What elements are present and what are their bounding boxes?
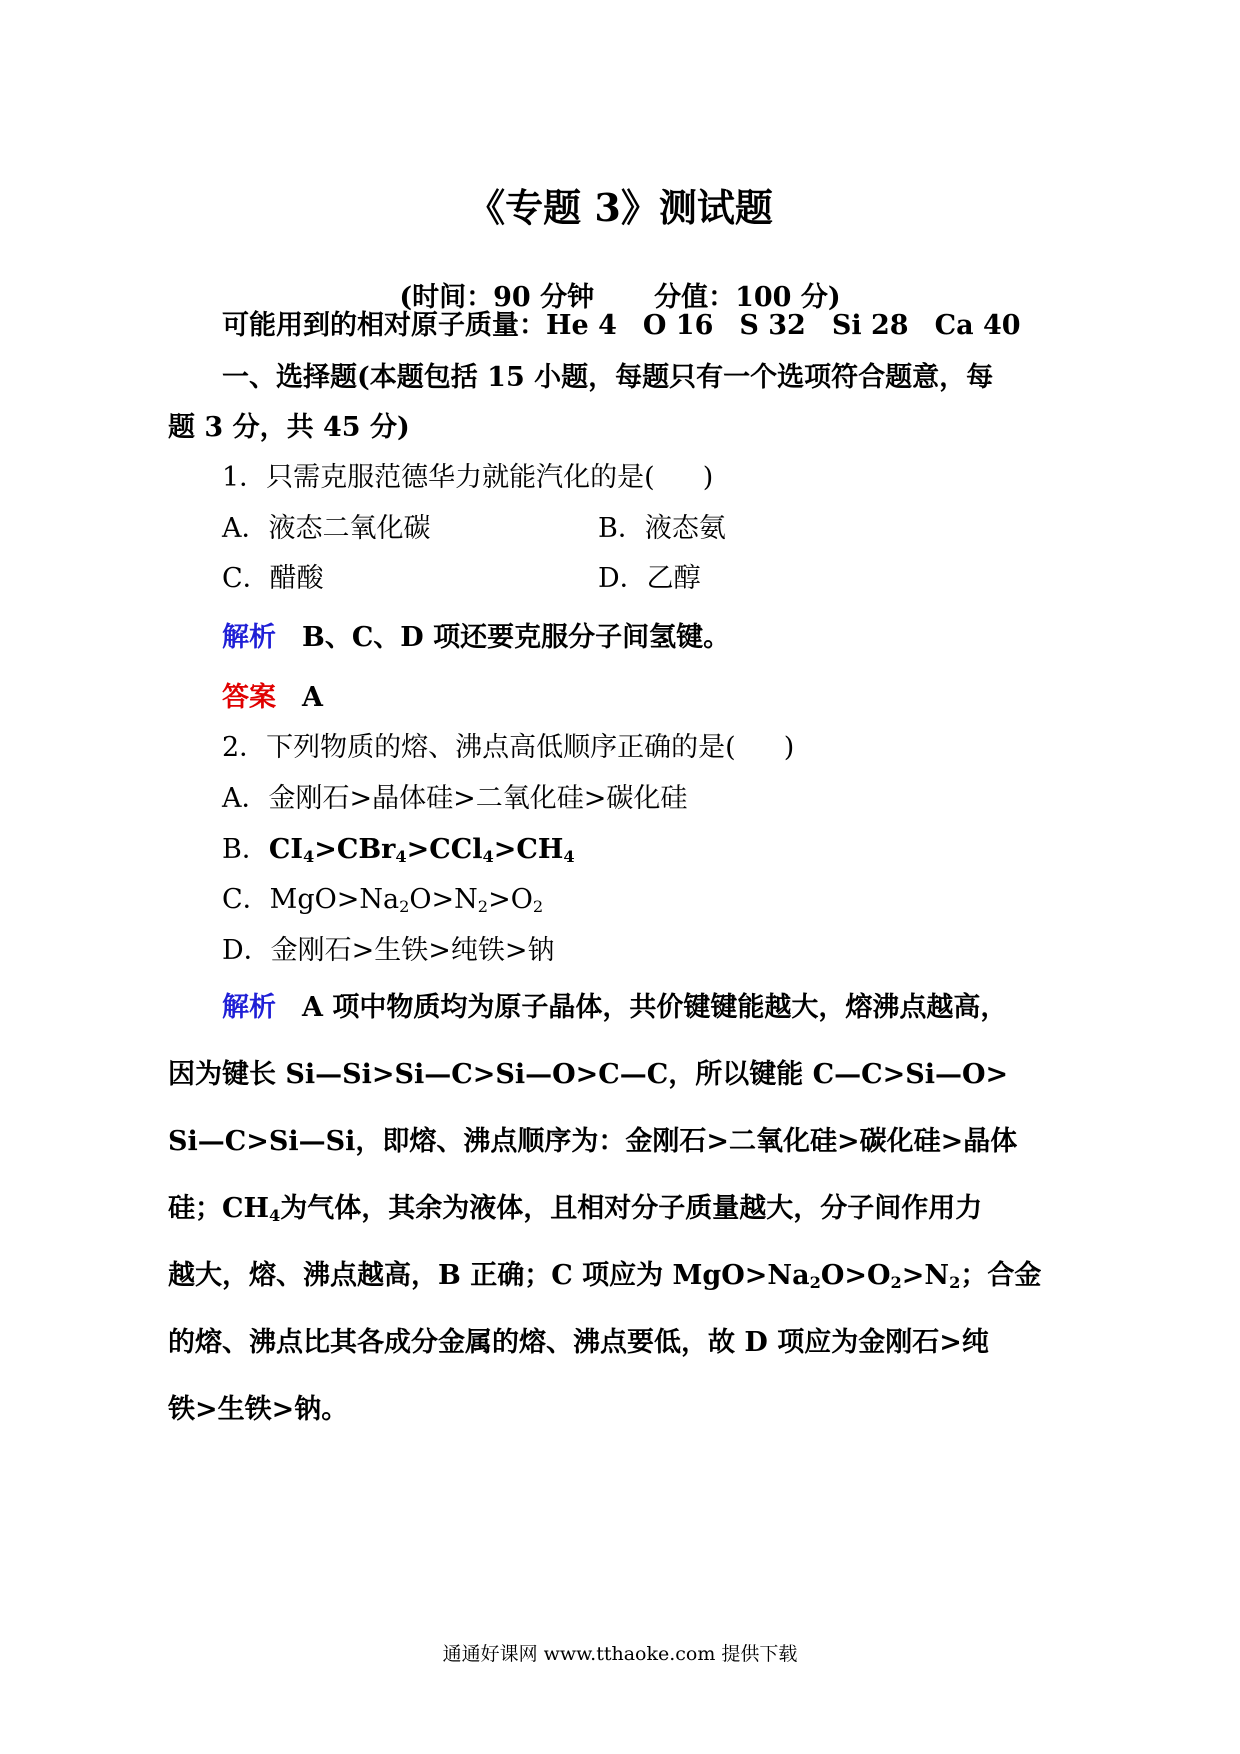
analysis-text: 的熔、沸点比其各成分金属的熔、沸点要低，故 D 项应为金刚石>纯 (168, 1327, 989, 1358)
analysis-text: 铁>生铁>钠。 (168, 1394, 349, 1425)
analysis-label: 解析 (222, 622, 276, 653)
analysis-text: 硅；$CH_4$为气体，其余为液体，且相对分子质量越大，分子间作用力 (168, 1193, 983, 1226)
score-info: 分值：100 分) (654, 282, 841, 313)
q1-option-d: D．乙醇 (598, 563, 701, 594)
analysis-text: 越大，熔、沸点越高，B 正确；C 项应为 $MgO>Na_2O>O_2>N_2$；合金 (168, 1260, 1042, 1293)
atomic-mass-label: 可能用到的相对原子质量： (222, 310, 546, 341)
q2-option-d: D．金刚石>生铁>纯铁>钠 (222, 935, 555, 966)
q1-option-a: A．液态二氧化碳 (222, 513, 431, 544)
analysis-text: 因为键长 Si—Si>Si—C>Si—O>C—C，所以键能 C—C>Si—O> (168, 1059, 1009, 1090)
q1-option-c: C．醋酸 (222, 563, 324, 594)
question-1-stem: 1．只需克服范德华力就能汽化的是( ) (222, 462, 714, 493)
answer-text: A (302, 682, 323, 713)
section-heading: 一、选择题(本题包括 15 小题，每题只有一个选项符合题意，每 (222, 362, 994, 393)
atomic-mass-item: S 32 (739, 310, 806, 341)
atomic-mass-item: O 16 (642, 310, 714, 341)
atomic-mass-item: He 4 (546, 310, 617, 341)
q2-analysis (222, 990, 1007, 1026)
page-title: 《专题 3》测试题 (467, 185, 773, 230)
atomic-mass-line (222, 308, 1021, 344)
answer-label: 答案 (222, 682, 276, 713)
analysis-text: A 项中物质均为原子晶体，共价键键能越大，熔沸点越高， (302, 992, 1008, 1023)
analysis-text: Si—C>Si—Si，即熔、沸点顺序为：金刚石>二氧化硅>碳化硅>晶体 (168, 1126, 1018, 1157)
q2-option-a: A．金刚石>晶体硅>二氧化硅>碳化硅 (222, 783, 688, 814)
atomic-mass-item: Si 28 (831, 310, 909, 341)
q1-analysis (222, 620, 730, 656)
q2-option-b: B．$CI_4>CBr_4>CCl_4>CH_4$ (222, 834, 575, 867)
q2-option-c: C．$MgO>Na_2O>N_2>O_2$ (222, 884, 544, 917)
question-2-stem: 2．下列物质的熔、沸点高低顺序正确的是( ) (222, 732, 795, 763)
footer-source: 通通好课网 www.tthaoke.com 提供下载 (442, 1643, 798, 1665)
analysis-label: 解析 (222, 992, 276, 1023)
analysis-text: B、C、D 项还要克服分子间氢键。 (302, 622, 731, 653)
section-heading-cont: 题 3 分，共 45 分) (168, 412, 410, 443)
time-info: (时间：90 分钟 (399, 282, 595, 313)
q1-answer (222, 680, 323, 716)
q1-option-b: B．液态氨 (598, 513, 726, 544)
atomic-mass-item: Ca 40 (934, 310, 1021, 341)
